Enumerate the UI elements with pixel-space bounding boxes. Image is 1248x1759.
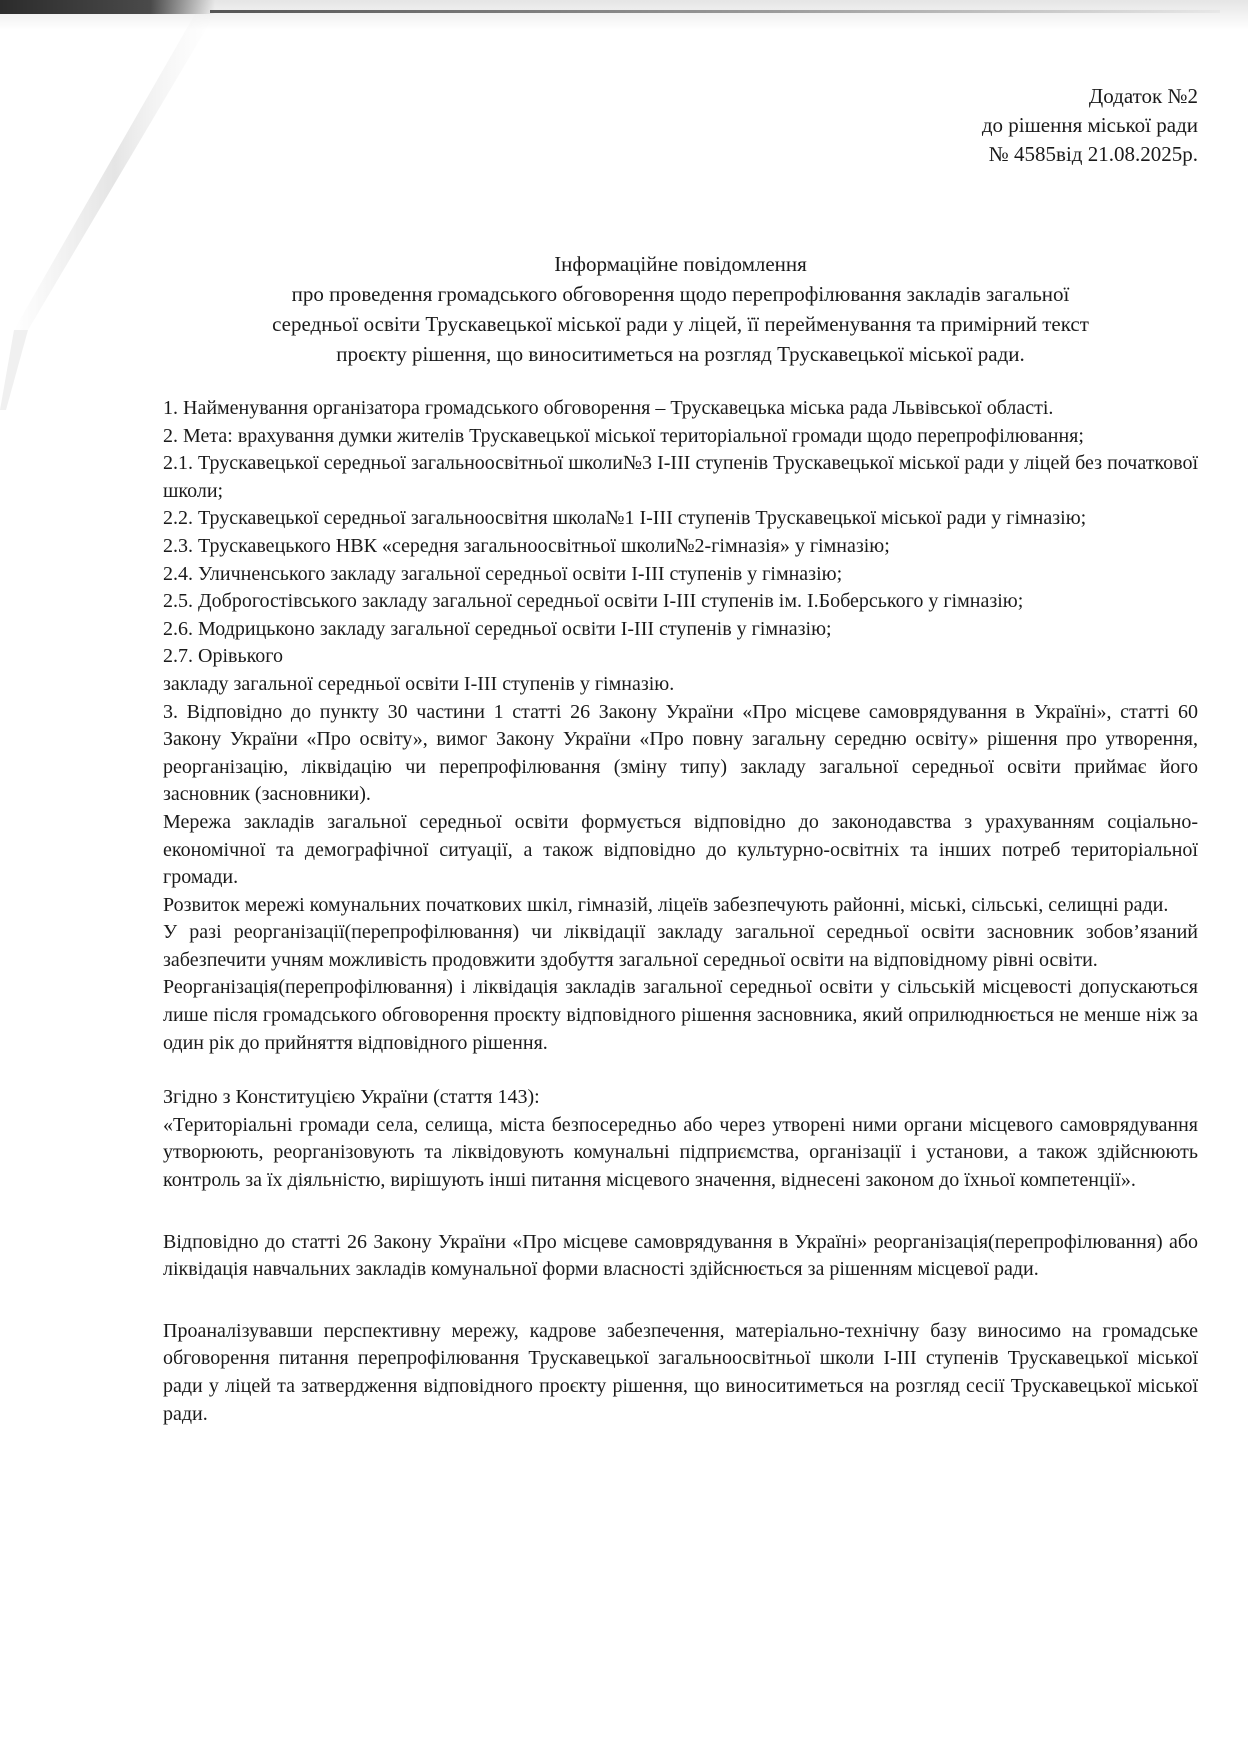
paragraph-item-2-2: 2.2. Трускавецької середньої загальноосвітня школа№1 І-ІІІ ступенів Трускавецької міської ради у гімназію; [163,507,1087,530]
paragraph-constitution-ref: Згідно з Конституцією України (стаття 143): [163,1086,540,1109]
annex-decision-ref: до рішення міської ради [981,113,1198,137]
paragraph-item-2-5: 2.5. Доброгостівського закладу загальної середньої освіти І-ІІІ ступенів ім. І.Боберського у гімназію; [163,590,1024,613]
document-title [163,249,1198,369]
paragraph-rural-reorganization: Реорганізація(перепрофілювання) і ліквідація закладів загальної середньої освіти у сільській місцевості допускаються лише після громадського обговорення проєкту відповідного рішення засновника, який оприлюднюється не менше ніж за один рік до прийняття відповідного рішення. [163,976,1198,1054]
paragraph-article-26: Відповідно до статті 26 Закону України «Про місцеве самоврядування в Україні» реорганізація(перепрофілювання) або ліквідація навчальних закладів комунальної форми власності здійснюється за рішенням місцевої ради. [163,1230,1198,1281]
paragraph-network: Мережа закладів загальної середньої освіти формується відповідно до законодавства з урахуванням соціально-економічної та демографічної ситуації, а також відповідно до культурно-освітніх та інших потреб територіальної громади. [163,810,1198,889]
spacer [163,1284,1198,1318]
spacer [163,1195,1198,1229]
paragraph-item-2-3: 2.3. Трускавецького НВК «середня загальноосвітньої школи№2-гімназія» у гімназію; [163,534,890,557]
paragraph-item-2-1: 2.1. Трускавецької середньої загальноосвітньої школи№3 І-ІІІ ступенів Трускавецької міської ради у ліцей без початкової школи; [163,452,1198,502]
document-page [163,82,1198,1428]
paragraph-organizer: 1. Найменування організатора громадського обговорення – Трускавецька міська рада Львівської області. [163,397,1054,419]
document-body [163,395,1198,1428]
scan-edge-line [210,10,1220,13]
paragraph-constitution-quote: «Територіальні громади села, селища, міста безпосередньо або через утворені ними органи місцевого самоврядування утворюють, реорганізовують та ліквідовують комунальні підприємства, організації і установи, а також здійснюють контроль за їх діяльністю, вирішують інші питання місцевого значення, віднесені законом до їхньої компетенції». [163,1113,1198,1192]
title-line-2: про проведення громадського обговорення щодо перепрофілювання закладів загальної [291,282,1070,306]
paragraph-item-2-7-cont: закладу загальної середньої освіти І-ІІІ ступенів у гімназію. [163,672,675,695]
title-line-1: Інформаційне повідомлення [554,252,807,276]
paragraph-goal: 2. Мета: врахування думки жителів Трускавецької міської територіальної громади щодо перепрофілювання; [163,424,1084,447]
annex-number: Додаток №2 [1088,84,1198,108]
paragraph-conclusion: Проаналізувавши перспективну мережу, кадрове забезпечення, матеріально-технічну базу виносимо на громадське обговорення питання перепрофілювання Трускавецької загальноосвітньої школи І-ІІІ ступенів Трускавецької міської ради у ліцей та затвердження відповідного проєкту рішення, що виноситиметься на розгляд сесії Трускавецької міської ради. [163,1319,1198,1425]
paragraph-reorganization-duty: У разі реорганізації(перепрофілювання) чи ліквідації закладу загальної середньої освіти засновник зобов’язаний забезпечити учням можливість продовжити здобуття загальної середньої освіти на відповідному рівні освіти. [163,921,1198,971]
scan-edge-dark-corner [0,0,215,14]
annex-decision-number-date: № 4585від 21.08.2025р. [988,142,1198,166]
paragraph-development: Розвиток мережі комунальних початкових шкіл, гімназій, ліцеїв забезпечують районні, міські, сільські, селищні ради. [163,893,1169,916]
title-line-4: проєкту рішення, що виноситиметься на розгляд Трускавецької міської ради. [336,342,1025,366]
paragraph-item-2-6: 2.6. Модрицьконо закладу загальної середньої освіти І-ІІІ ступенів у гімназію; [163,617,832,640]
paragraph-legal-basis: 3. Відповідно до пункту 30 частини 1 статті 26 Закону України «Про місцеве самоврядування в Україні», статті 60 Закону України «Про освіту», вимог Закону України «Про повну загальну середню освіту» рішення про утворення, реорганізацію, ліквідацію чи перепрофілювання (зміну типу) закладу загальної середньої освіти приймає його засновник (засновники). [163,700,1198,806]
spacer [163,1057,1198,1084]
paragraph-item-2-4: 2.4. Уличненського закладу загальної середньої освіти І-ІІІ ступенів у гімназію; [163,562,843,585]
annex-block [163,82,1198,169]
paragraph-item-2-7: 2.7. Орівького [163,645,283,668]
title-line-3: середньої освіти Трускавецької міської ради у ліцей, її перейменування та примірний текст [272,312,1089,336]
